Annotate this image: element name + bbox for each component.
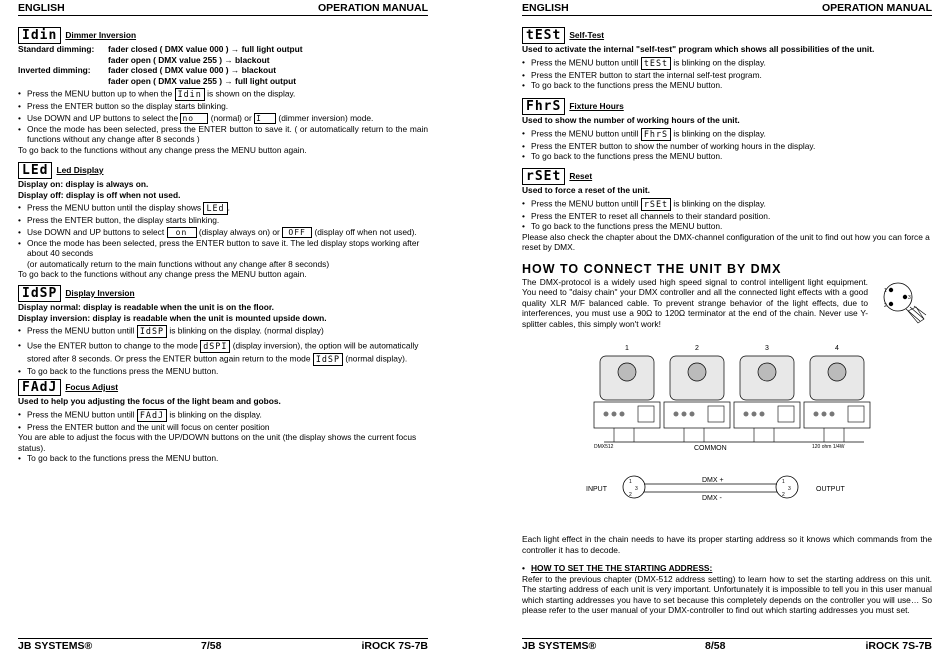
page-footer — [18, 638, 428, 652]
dmx-minus-label: DMX - — [702, 495, 722, 502]
left-page — [18, 0, 428, 654]
section-title: Led Display — [56, 164, 104, 175]
page-header — [522, 3, 932, 16]
section-title: Display Inversion — [65, 287, 135, 298]
output-label: OUTPUT — [816, 486, 845, 493]
dmx-section — [522, 264, 932, 329]
lcd-idsp-icon: IdSP — [18, 285, 61, 302]
fixture-hours-section: FhrS Fixture Hours Used to show the number of working hours of the unit. • Press the MENU button untill FhrS is blinking on the display. • Press the ENTER button to show the number of working hours in the display. • To go back to the functions press the MENU button. — [522, 98, 932, 162]
dimmer-inversion-section: Idin Dimmer Inversion Standard dimming: fader closed ( DMX value 000 ) → full light output fader open ( DMX value 255 ) → blackout Inverted dimming: fader closed ( DMX value 000 ) → blackout fader open ( DMX value 255 ) → full light output • Press the MENU button up to when the Idin is shown on the display. • Press the ENTER button so the display starts blinking. • Use DOWN and UP buttons to select the no (normal) or I (dimmer inversion) mode. • Once the mode has been selected, press the ENTER button to save it. ( or automatically return to the main functions without any change after 8 seconds ) To go back to the functions without any change press the MENU button again. — [18, 27, 428, 155]
list-item: • Press the ENTER button to start the internal self-test program. — [522, 70, 932, 81]
reset-section: rSEt Reset Used to force a reset of the unit. • Press the MENU button untill rSEt is blinking on the display. • Press the ENTER to reset all channels to their standard position. • To go back to the functions press the MENU button. Please also check the chapter about the DMX-channel configuration of the unit to find out how you can force a reset by DMX. — [522, 168, 932, 253]
list-item: • To go back to the functions press the MENU button. — [18, 366, 428, 377]
pin-label: 1 — [629, 479, 632, 485]
list-item: • Once the mode has been selected, press the ENTER button to save it. ( or automatically return to the main functions without any change after 8 seconds ) — [18, 124, 428, 145]
lcd-test-icon: tESt — [522, 27, 565, 44]
list-item: • Press the MENU button untill FAdJ is blinking on the display. — [18, 409, 428, 422]
footer-model: iROCK 7S-7B — [361, 640, 428, 652]
list-item: • Use DOWN and UP buttons to select on (display always on) or OFF (display off when not used). — [18, 227, 428, 238]
list-item: • Press the MENU button until the display shows LEd . — [18, 202, 428, 215]
list-item: • Use DOWN and UP buttons to select the no (normal) or I (dimmer inversion) mode. — [18, 113, 428, 124]
fixture-number: 3 — [765, 345, 769, 352]
section-title: Focus Adjust — [65, 381, 119, 392]
lcd-idin-icon: Idin — [175, 88, 205, 101]
dmx-heading: HOW TO CONNECT THE UNIT BY DMX — [522, 262, 782, 276]
dmx512-label: DMX512 — [594, 444, 614, 450]
dmx-address-section: Each light effect in the chain needs to have its proper starting address so it knows which commands from the controller it has to decode. • HOW TO SET THE THE STARTING ADDRESS: Refer to the previous chapter (DMX-512 address setting) to learn how to set the starting address on this unit. The starting address of each unit is very important. Unfortunately it is impossible to tell you in this user manual which starting addresses you have to set because this completely depends on the controller you will use… So please refer to the user manual of your DMX-controller to find out which starting addresses you must set. — [522, 534, 932, 616]
lcd-fadj-icon: FAdJ — [137, 409, 167, 422]
header-title: OPERATION MANUAL — [317, 2, 428, 14]
pin-label: 1 — [782, 479, 785, 485]
pin-label: 3 — [788, 486, 791, 492]
list-item: • Press the MENU button up to when the Idin is shown on the display. — [18, 88, 428, 101]
section-title: Dimmer Inversion — [65, 29, 137, 40]
input-label: INPUT — [586, 486, 607, 493]
dmx-intro: The DMX-protocol is a widely used high speed signal to control intelligent light equipment. You need to "daisy chain" your DMX controller and all the connected light effects with a good quality XLR M/F balanced cable. To prevent strange behavior of the light effects, due to interferences, you must use a 90Ω to 120Ω terminator at the end of the chain. Never use Y-splitter cables, this simply won't work! — [522, 276, 868, 329]
lcd-fadj-icon: FAdJ — [18, 379, 61, 396]
dmx-plus-label: DMX + — [702, 477, 724, 484]
lcd-led-icon: LEd — [203, 202, 227, 215]
pin-label: 3 — [635, 486, 638, 492]
dmx-wiring-diagram — [584, 342, 884, 522]
section-title: Self-Test — [569, 29, 605, 40]
lcd-on-icon: on — [167, 227, 197, 238]
list-item: • Press the ENTER button to show the number of working hours in the display. — [522, 141, 932, 152]
lcd-rset-icon: rSEt — [641, 198, 671, 211]
self-test-section: tESt Self-Test Used to activate the internal "self-test" program which shows all possibilities of the unit. • Press the MENU button untill tESt is blinking on the display. • Press the ENTER button to start the internal self-test program. • To go back to the functions press the MENU button. — [522, 27, 932, 91]
right-page — [522, 0, 932, 654]
list-item: • Press the ENTER button so the display starts blinking. — [18, 101, 428, 112]
page-number: 7/58 — [201, 640, 222, 652]
lcd-fhrs-icon: FhrS — [641, 128, 671, 141]
terminator-label: 120 ohm 1/4W — [812, 444, 845, 450]
lcd-rset-icon: rSEt — [522, 168, 565, 185]
header-language: ENGLISH — [522, 2, 569, 14]
lcd-led-icon: LEd — [18, 162, 52, 179]
header-language: ENGLISH — [18, 2, 65, 14]
led-display-section: LEd Led Display Display on: display is always on. Display off: display is off when not used. • Press the MENU button until the display shows LEd . • Press the ENTER button, the display starts blinking. • Use DOWN and UP buttons to select on (display always on) or OFF (display off when not used). • Once the mode has been selected, press the ENTER button to save it. The led display stops working after about 40 seconds (or automatically return to the main functions without any change after 8 seconds) To go back to the functions without any change press the MENU button again. — [18, 162, 428, 280]
list-item: • Press the ENTER to reset all channels to their standard position. — [522, 211, 932, 222]
fixture-icon — [804, 345, 870, 442]
footer-brand: JB SYSTEMS® — [522, 640, 597, 652]
lcd-test-icon: tESt — [641, 57, 671, 70]
list-item: • Press the ENTER button, the display starts blinking. — [18, 215, 428, 226]
header-title: OPERATION MANUAL — [821, 2, 932, 14]
back-note: To go back to the functions without any change press the MENU button again. — [18, 144, 307, 155]
inverted-dimming-row: Inverted dimming: fader closed ( DMX value 000 ) → blackout — [18, 65, 277, 75]
list-item: • Press the ENTER button and the unit will focus on center position — [18, 422, 428, 433]
lcd-idsp-icon: IdSP — [137, 325, 167, 338]
fixture-icon — [664, 345, 730, 442]
display-inversion-section: IdSP Display Inversion Display normal: display is readable when the unit is on the floor. Display inversion: display is readable when the unit is mounted upside down. • Press the MENU button untill IdSP is blinking on the display. (normal display) • Use the ENTER button to change to the mode dSPI (display inversion), the option will be automatically stored after 8 seconds. Or press the ENTER button again return to the mode IdSP (normal display). • To go back to the functions press the MENU button. — [18, 285, 428, 377]
list-item: • Use the ENTER button to change to the mode dSPI (display inversion), the option will be automatically stored after 8 seconds. Or press the ENTER button again return to the mode IdSP (normal display). — [18, 340, 428, 366]
xlr-pin-label: 2 — [884, 302, 887, 309]
fixture-icon — [734, 345, 800, 442]
list-item: • To go back to the functions press the MENU button. — [522, 80, 932, 91]
fixture-number: 1 — [625, 345, 629, 352]
fixture-icon — [594, 345, 660, 442]
list-item: • Press the MENU button untill FhrS is blinking on the display. — [522, 128, 932, 141]
pin-label: 2 — [782, 492, 785, 498]
list-item: • To go back to the functions press the MENU button. — [522, 221, 932, 232]
list-item: • Once the mode has been selected, press the ENTER button to save it. The led display stops working after about 40 seconds (or automatically return to the main functions without any change after 8 seconds) — [18, 238, 428, 270]
fixture-number: 4 — [835, 345, 839, 352]
fixture-number: 2 — [695, 345, 699, 352]
lcd-off-icon: OFF — [282, 227, 312, 238]
list-item: • Press the MENU button untill tESt is blinking on the display. — [522, 57, 932, 70]
page-number: 8/58 — [705, 640, 726, 652]
list-item: • To go back to the functions press the MENU button. — [522, 151, 932, 162]
section-title: Fixture Hours — [569, 100, 624, 111]
back-note: To go back to the functions without any change press the MENU button again. — [18, 269, 307, 280]
page-header — [18, 3, 428, 16]
lcd-fhrs-icon: FhrS — [522, 98, 565, 115]
page-footer — [522, 638, 932, 652]
lcd-idsp-icon: IdSP — [313, 353, 343, 366]
section-title: Reset — [569, 170, 593, 181]
lcd-no-icon: no — [180, 113, 208, 124]
xlr-pin-label: 1 — [884, 287, 887, 294]
list-item: • To go back to the functions press the MENU button. — [18, 453, 428, 464]
xlr-pin-label: 3 — [908, 294, 911, 301]
xlr-connector-icon — [878, 279, 930, 325]
lcd-idin-icon: Idin — [18, 27, 61, 44]
footer-brand: JB SYSTEMS® — [18, 640, 93, 652]
footer-model: iROCK 7S-7B — [865, 640, 932, 652]
focus-adjust-section: FAdJ Focus Adjust Used to help you adjusting the focus of the light beam and gobos. • Press the MENU button untill FAdJ is blinking on the display. • Press the ENTER button and the unit will focus on center position You are able to adjust the focus with the UP/DOWN buttons on the unit (the display shows the current focus status). • To go back to the functions press the MENU button. — [18, 379, 428, 464]
list-item: • Press the MENU button untill rSEt is blinking on the display. — [522, 198, 932, 211]
list-item: • HOW TO SET THE THE STARTING ADDRESS: — [522, 563, 932, 574]
list-item: • Press the MENU button untill IdSP is blinking on the display. (normal display) — [18, 325, 428, 338]
lcd-dspi-icon: dSPI — [200, 340, 230, 353]
pin-label: 2 — [629, 492, 632, 498]
lcd-i-icon: I — [254, 113, 276, 124]
common-label: COMMON — [694, 445, 727, 452]
standard-dimming-row: Standard dimming: fader closed ( DMX value 000 ) → full light output — [18, 44, 303, 54]
